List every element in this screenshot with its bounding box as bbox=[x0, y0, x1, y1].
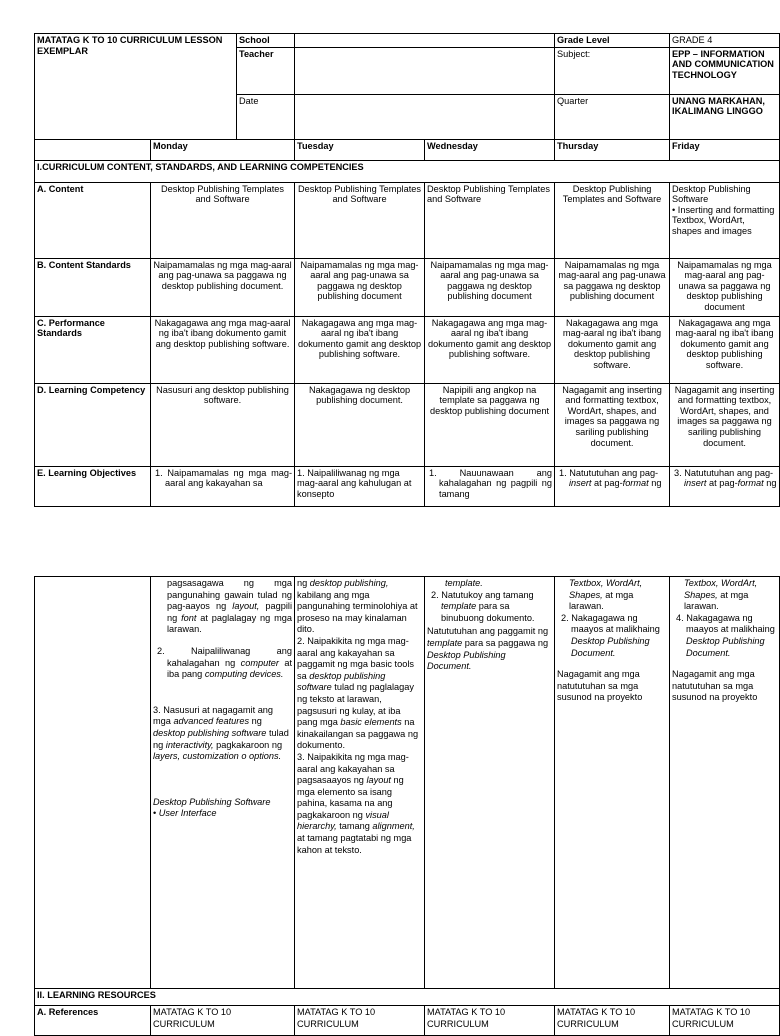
obj-tue-a2: kabilang ang mga pangunahing terminolohiya at proseso na may kinalaman dito. bbox=[297, 589, 418, 635]
references-thursday: MATATAG K TO 10 CURRICULUM bbox=[555, 1006, 670, 1036]
obj-fri-a-tws: Textbox, WordArt, Shapes, bbox=[684, 578, 758, 600]
day-monday: Monday bbox=[151, 139, 295, 160]
obj-wed-a bbox=[427, 578, 552, 590]
performance-standards-friday: Nakagagawa ang mga mag-aaral ng iba't ibang dokumento gamit ang desktop publishing software. bbox=[670, 316, 780, 383]
content-standards-thursday: Naipamamalas ng mga mag-aaral ang pag-unawa sa paggawa ng desktop publishing document bbox=[555, 258, 670, 316]
obj-thu-b bbox=[557, 613, 667, 659]
obj-tue-c4: at tamang pagtatabi ng mga kahon at teksto. bbox=[297, 833, 412, 855]
learning-objectives-row bbox=[35, 466, 780, 506]
obj-tue-b2: tulad ng paglalagay ng teksto at larawan, pagsusuri ng kulay, at iba pang mga bbox=[297, 682, 414, 728]
content-standards-tuesday: Naipamamalas ng mga mag-aaral ang pag-unawa sa paggawa ng desktop publishing document bbox=[295, 258, 425, 316]
content-friday-sub: Textbox, WordArt, shapes and images bbox=[672, 215, 752, 236]
content-monday: Desktop Publishing Templates and Software bbox=[151, 182, 295, 258]
obj-thu-b1: 2. Nakagagawa ng maayos at malikhaing bbox=[561, 612, 660, 635]
lesson-exemplar-table bbox=[34, 33, 780, 507]
obj-tue-a1: ng bbox=[297, 578, 310, 588]
objectives-monday-p1: 1. Naipamamalas ng mga mag-aaral ang kakayahan sa bbox=[151, 466, 295, 506]
obj-wed-b2: para sa binubuong dokumento. bbox=[441, 601, 535, 623]
references-monday: MATATAG K TO 10 CURRICULUM bbox=[151, 1006, 295, 1036]
obj-tue-a bbox=[297, 578, 422, 636]
performance-standards-wednesday: Nakagagawa ang mga mag-aaral ng iba't ibang dokumento gamit ang desktop publishing software. bbox=[425, 316, 555, 383]
obj-tue-c-align: alignment, bbox=[372, 821, 415, 832]
obj-thu-p1a: 1. Natututuhan ang pag- bbox=[559, 467, 659, 478]
obj-thu-a-tws: Textbox, WordArt, Shapes, bbox=[569, 578, 643, 600]
objectives-wednesday-p2 bbox=[425, 577, 555, 989]
performance-standards-monday: Nakagagawa ang mga mag-aaral ng iba't ibang dokumento gamit ang desktop publishing software. bbox=[151, 316, 295, 383]
obj-thu-a bbox=[557, 578, 667, 613]
obj-fri-a2: at mga larawan. bbox=[684, 589, 749, 612]
content-friday-main: Desktop Publishing Software bbox=[672, 183, 751, 205]
obj-mon-a2: pagpili ng bbox=[167, 601, 292, 623]
content-standards-wednesday: Naipamamalas ng mga mag-aaral ang pag-unawa sa paggawa ng desktop publishing document bbox=[425, 258, 555, 316]
spacer bbox=[153, 681, 292, 705]
obj-fri-b bbox=[672, 613, 777, 659]
obj-tue-b1: 2. Naipakikita ng mga mag-aaral ang kakayahan sa paggamit ng mga basic tools sa bbox=[297, 635, 414, 681]
date-label: Date bbox=[237, 94, 295, 139]
learning-competency-monday: Nasusuri ang desktop publishing software. bbox=[151, 383, 295, 466]
obj-mon-c-adv: advanced features bbox=[173, 716, 250, 727]
objectives-friday-p1 bbox=[670, 466, 780, 506]
obj-wed-a-template: template. bbox=[445, 578, 483, 588]
learning-competency-thursday: Nagagamit ang inserting and formatting textbox, WordArt, shapes, and images sa paggawa ng sariling publishing document. bbox=[555, 383, 670, 466]
obj-mon-a-layout: layout, bbox=[232, 601, 260, 612]
objectives-tuesday-p2 bbox=[295, 577, 425, 989]
content-thursday: Desktop Publishing Templates and Software bbox=[555, 182, 670, 258]
obj-fri-a bbox=[672, 578, 777, 613]
content-label: A. Content bbox=[35, 182, 151, 258]
obj-fri-p1a: 3. Natututuhan ang pag- bbox=[674, 467, 774, 478]
obj-wed-c bbox=[427, 626, 552, 672]
teacher-value bbox=[295, 47, 555, 94]
references-row bbox=[35, 1006, 780, 1036]
obj-mon-b2: at iba pang bbox=[167, 657, 292, 680]
references-wednesday: MATATAG K TO 10 CURRICULUM bbox=[425, 1006, 555, 1036]
quarter-label: Quarter bbox=[555, 94, 670, 139]
day-header-blank bbox=[35, 139, 151, 160]
subject-value: EPP – INFORMATION AND COMMUNICATION TECHNOLOGY bbox=[670, 47, 780, 94]
obj-thu-p1c: at pag- bbox=[591, 478, 623, 489]
obj-wed-c2: para sa paggawa ng bbox=[462, 637, 549, 648]
obj-wed-b bbox=[427, 590, 552, 625]
obj-mon-a-font: font bbox=[181, 612, 197, 623]
content-standards-monday: Naipamamalas ng mga mag-aaral ang pag-unawa sa paggawa ng desktop publishing document. bbox=[151, 258, 295, 316]
obj-wed-b1: 2. Natutukoy ang tamang bbox=[431, 589, 534, 600]
content-row bbox=[35, 182, 780, 258]
spacer bbox=[153, 636, 292, 646]
exemplar-title: MATATAG K TO 10 CURRICULUM LESSON EXEMPLAR bbox=[35, 34, 237, 140]
obj-mon-c-layers: layers, customization o options. bbox=[153, 751, 282, 762]
obj-wed-c-dpd: Desktop Publishing Document. bbox=[427, 649, 506, 672]
learning-objectives-label: E. Learning Objectives bbox=[35, 466, 151, 506]
learning-competency-friday: Nagagamit ang inserting and formatting textbox, WordArt, shapes, and images sa paggawa ng sariling publishing document. bbox=[670, 383, 780, 466]
quarter-value: UNANG MARKAHAN, IKALIMANG LINGGO bbox=[670, 94, 780, 139]
obj-fri-p1b: insert bbox=[684, 478, 707, 489]
references-friday: MATATAG K TO 10 CURRICULUM bbox=[670, 1006, 780, 1036]
performance-standards-label: C. Performance Standards bbox=[35, 316, 151, 383]
obj-wed-c-template: template bbox=[427, 637, 463, 648]
objectives-friday-p2 bbox=[670, 577, 780, 989]
obj-tue-b-dps: desktop publishing software bbox=[297, 670, 386, 693]
day-thursday: Thursday bbox=[555, 139, 670, 160]
obj-fri-p1e: ng bbox=[763, 478, 777, 489]
objectives-monday-p2 bbox=[151, 577, 295, 989]
obj-mon-c4: pagkakaroon ng bbox=[213, 739, 283, 750]
performance-standards-tuesday: Nakagagawa ang mga mag-aaral ng iba't ibang dokumento gamit ang desktop publishing software. bbox=[295, 316, 425, 383]
obj-tue-c bbox=[297, 752, 422, 856]
obj-mon-a3: at paglalagay ng mga larawan. bbox=[167, 612, 292, 635]
learning-competency-label: D. Learning Competency bbox=[35, 383, 151, 466]
obj-fri-c: Nagagamit ang mga natututuhan sa mga susunod na proyekto bbox=[672, 669, 758, 703]
obj-mon-b bbox=[153, 646, 292, 681]
objectives-tuesday-p1: 1. Naipaliliwanag ng mga mag-aaral ang kahulugan at konsepto bbox=[295, 466, 425, 506]
performance-standards-thursday: Nakagagawa ang mga mag-aaral ng iba't ibang dokumento gamit ang desktop publishing software. bbox=[555, 316, 670, 383]
content-standards-label: B. Content Standards bbox=[35, 258, 151, 316]
obj-mon-c1: 3. Nasusuri at nagagamit ang mga bbox=[153, 704, 274, 727]
grade-level-label: Grade Level bbox=[555, 34, 670, 48]
obj-mon-b-computer: computer bbox=[240, 657, 279, 668]
day-friday: Friday bbox=[670, 139, 780, 160]
obj-wed-c1: Natututuhan ang paggamit ng bbox=[427, 626, 549, 637]
spacer bbox=[557, 659, 667, 669]
learning-competency-row bbox=[35, 383, 780, 466]
obj-tue-c1: 3. Naipakikita ng mga mag-aaral ang kakayahan sa pagsasaayos ng bbox=[297, 751, 409, 786]
obj-thu-a2: at mga larawan. bbox=[569, 589, 634, 612]
performance-standards-row bbox=[35, 316, 780, 383]
day-tuesday: Tuesday bbox=[295, 139, 425, 160]
learning-competency-wednesday: Napipili ang angkop na template sa paggawa ng desktop publishing document bbox=[425, 383, 555, 466]
learning-objectives-row-continued bbox=[35, 577, 780, 989]
objectives-monday-p1-text: Naipamamalas ng mga mag-aaral ang kakayahan sa bbox=[165, 467, 293, 489]
content-tuesday: Desktop Publishing Templates and Software bbox=[295, 182, 425, 258]
obj-tue-c-vh: visual hierarchy, bbox=[297, 809, 389, 832]
content-standards-row bbox=[35, 258, 780, 316]
obj-mon-a bbox=[153, 578, 292, 636]
obj-fri-b1: 4. Nakagagawa ng maayos at malikhaing bbox=[676, 612, 775, 635]
obj-mon-c-dps: desktop publishing software bbox=[153, 727, 267, 738]
obj-tue-b3: na kinakailangan sa paggawa ng dokumento. bbox=[297, 717, 419, 751]
day-header-row bbox=[35, 139, 780, 160]
section-2-title: II. LEARNING RESOURCES bbox=[35, 989, 780, 1006]
learning-competency-tuesday: Nakagagawa ng desktop publishing document. bbox=[295, 383, 425, 466]
obj-mon-d-bullet-text: User Interface bbox=[158, 808, 217, 819]
spacer bbox=[672, 659, 777, 669]
obj-mon-b1: 2. Naipaliliwanag ang kahalagahan ng bbox=[157, 645, 292, 668]
obj-mon-a1: pagsasagawa ng mga pangunahing gawain tulad ng pag-aayos ng bbox=[167, 578, 292, 612]
grade-level-value: GRADE 4 bbox=[670, 34, 780, 48]
obj-mon-c-int: interactivity, bbox=[165, 739, 214, 750]
objectives-thursday-p1 bbox=[555, 466, 670, 506]
school-label: School bbox=[237, 34, 295, 48]
obj-thu-b-dpd: Desktop Publishing Document. bbox=[571, 635, 650, 658]
obj-mon-d-title bbox=[153, 797, 292, 809]
obj-mon-c2: ng bbox=[249, 716, 262, 727]
obj-mon-d-bullet bbox=[153, 808, 292, 820]
references-tuesday: MATATAG K TO 10 CURRICULUM bbox=[295, 1006, 425, 1036]
obj-fri-p1c: at pag- bbox=[706, 478, 738, 489]
content-standards-friday: Naipamamalas ng mga mag-aaral ang pag-unawa sa paggawa ng desktop publishing document bbox=[670, 258, 780, 316]
page-gap bbox=[0, 520, 768, 570]
obj-thu-p1d: format bbox=[622, 478, 649, 489]
obj-mon-c bbox=[153, 705, 292, 763]
obj-thu-c: Nagagamit ang mga natututuhan sa mga susunod na proyekto bbox=[557, 669, 643, 703]
obj-tue-b-basic: basic elements bbox=[340, 717, 402, 728]
obj-fri-p1d: format bbox=[737, 478, 764, 489]
date-value bbox=[295, 94, 555, 139]
obj-thu-p1b: insert bbox=[569, 478, 592, 489]
obj-wed-b-template: template bbox=[441, 601, 477, 612]
page-2 bbox=[0, 570, 775, 1029]
obj-mon-d-title-text: Desktop Publishing Software bbox=[153, 796, 271, 807]
section-1-title: I.CURRICULUM CONTENT, STANDARDS, AND LEARNING COMPETENCIES bbox=[35, 160, 780, 182]
obj-tue-c-layout: layout bbox=[366, 775, 391, 786]
obj-tue-c2: ng mga elemento sa isang pahina, kasama na ang pagkakaroon ng bbox=[297, 775, 404, 820]
school-value bbox=[295, 34, 555, 48]
obj-mon-c3: tulad ng bbox=[153, 727, 289, 750]
content-friday bbox=[670, 182, 780, 258]
content-wednesday: Desktop Publishing Templates and Software bbox=[425, 182, 555, 258]
obj-tue-c3: tamang bbox=[336, 821, 373, 832]
obj-tue-b bbox=[297, 636, 422, 752]
lesson-exemplar-table-continued bbox=[34, 576, 780, 1036]
spacer bbox=[153, 763, 292, 797]
subject-label: Subject: bbox=[555, 47, 670, 94]
objectives-label-continued bbox=[35, 577, 151, 989]
objectives-wednesday-p1: 1. Nauunawaan ang kahalagahan ng pagpili ng tamang bbox=[425, 466, 555, 506]
objectives-thursday-p2 bbox=[555, 577, 670, 989]
content-friday-bullet: • Inserting and formatting bbox=[672, 205, 777, 216]
obj-tue-a-dp: desktop publishing, bbox=[309, 578, 389, 588]
teacher-label: Teacher bbox=[237, 47, 295, 94]
obj-thu-p1e: ng bbox=[648, 478, 662, 489]
day-wednesday: Wednesday bbox=[425, 139, 555, 160]
obj-mon-b-devices: computing devices. bbox=[204, 669, 284, 680]
obj-fri-b-dpd: Desktop Publishing Document. bbox=[686, 635, 765, 658]
objectives-wednesday-p1-text: Nauunawaan ang kahalagahan ng pagpili ng tamang bbox=[439, 467, 553, 499]
references-label: A. References bbox=[35, 1006, 151, 1036]
